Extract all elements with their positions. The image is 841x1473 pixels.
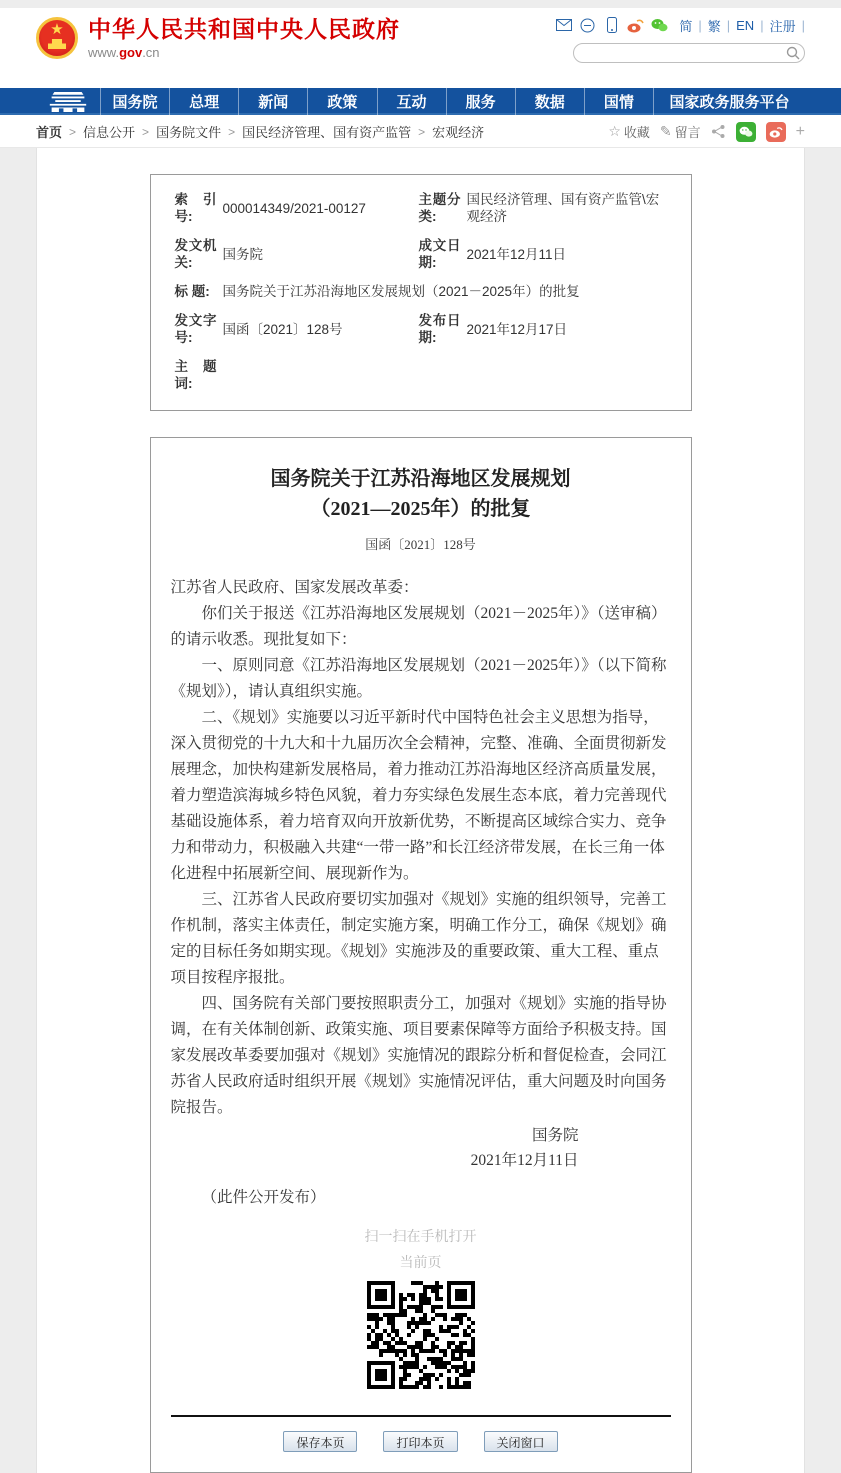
nav-item-state-profile[interactable]: 国情 (584, 88, 653, 115)
search-bar (555, 43, 805, 63)
print-page-button[interactable]: 打印本页 (383, 1431, 457, 1452)
breadcrumb-separator: > (418, 124, 426, 139)
site-text (88, 16, 400, 60)
nav-item-policies[interactable]: 政策 (307, 88, 376, 115)
meta-label-issuer: 发文机 关: (174, 238, 217, 270)
document-paragraph: 一、原则同意《江苏沿海地区发展规划（2021－2025年）》（以下简称《规划》），请认真组织实施。 (170, 657, 667, 700)
meta-value-category: 国民经济管理、国有资产监管\宏观经济 (466, 192, 660, 224)
main-nav (0, 88, 841, 115)
meta-label-number: 发文字 号: (174, 313, 217, 345)
more-share-button[interactable]: + (795, 122, 805, 140)
page-actions (608, 122, 805, 142)
lang-traditional[interactable]: 繁 (707, 18, 721, 34)
breadcrumb-separator: > (142, 124, 150, 139)
national-emblem-icon (36, 17, 78, 59)
favorite-label: 收藏 (623, 125, 650, 140)
meta-label-keywords: 主 题 词: (174, 359, 217, 391)
breadcrumb (36, 115, 805, 148)
document-paragraph: 四、国务院有关部门要按照职责分工，加强对《规划》实施的指导协调，在有关体制创新、政策实施、项目要素保障等方面给予积极支持。国家发展改革委要加强对《规划》实施情况的跟踪分析和督促检查，会同江苏省人民政府适时组织开展《规划》实施情况评估，重大问题及时向国务院报告。 (170, 995, 667, 1116)
search-input[interactable] (573, 43, 805, 63)
signer: 国务院 (531, 1127, 579, 1144)
document-meta-table (150, 174, 692, 411)
site-url (88, 45, 400, 60)
weibo-icon[interactable] (627, 17, 644, 34)
site-title: 中华人民共和国中央人民政府 (88, 16, 400, 42)
register-link[interactable]: 注册 (769, 18, 796, 34)
comment-icon[interactable] (579, 17, 596, 34)
qr-tip (171, 1223, 671, 1275)
lang-separator: | (698, 17, 702, 33)
meta-label-publish-date: 发布日 期: (418, 313, 461, 345)
footer-divider (171, 1415, 671, 1417)
close-window-button[interactable]: 关闭窗口 (484, 1431, 558, 1452)
breadcrumb-info-disclosure[interactable]: 信息公开 (83, 125, 136, 140)
pencil-icon: ✎ (659, 123, 672, 139)
comment-button[interactable] (660, 122, 701, 141)
share-weibo-icon[interactable] (766, 122, 786, 142)
meta-label-written-date: 成文日 期: (418, 238, 461, 270)
breadcrumb-separator: > (228, 124, 236, 139)
qr-code (367, 1281, 475, 1389)
document-number: 国函〔2021〕128号 (365, 537, 476, 552)
share-wechat-icon[interactable] (736, 122, 756, 142)
share-icon[interactable] (711, 124, 726, 139)
breadcrumb-economy-management[interactable]: 国民经济管理、国有资产监管 (242, 125, 412, 140)
document-text (171, 575, 671, 1121)
breadcrumb-home[interactable]: 首页 (36, 125, 63, 140)
meta-value-number: 国函〔2021〕128号 (222, 321, 343, 337)
breadcrumb-row (0, 115, 841, 148)
document-title-line2: （2021—2025年）的批复 (310, 498, 531, 520)
nav-item-state-council[interactable]: 国务院 (100, 88, 169, 115)
nav-item-news[interactable]: 新闻 (238, 88, 307, 115)
breadcrumb-separator: > (69, 124, 77, 139)
search-icon[interactable] (785, 45, 801, 61)
public-release-note: （此件公开发布） (201, 1189, 326, 1206)
star-icon: ☆ (608, 123, 621, 139)
document-title (171, 464, 671, 524)
wechat-icon[interactable] (651, 17, 668, 34)
emblem-star: ★ (50, 21, 64, 38)
lang-separator: | (760, 17, 764, 33)
qr-tip-line1: 扫一扫在手机打开 (364, 1228, 477, 1244)
comment-label: 留言 (674, 125, 701, 140)
nav-item-data[interactable]: 数据 (515, 88, 584, 115)
header-right (555, 14, 805, 63)
sign-date: 2021年12月11日 (470, 1152, 579, 1169)
url-www: www. (88, 45, 120, 60)
meta-label-index: 索 引 号: (174, 192, 217, 224)
url-cn: .cn (142, 45, 160, 60)
document-body-box (150, 437, 692, 1473)
meta-label-category: 主题分 类: (418, 192, 461, 224)
save-page-button[interactable]: 保存本页 (283, 1431, 357, 1452)
page (0, 8, 841, 1450)
breadcrumb-state-council-docs[interactable]: 国务院文件 (156, 125, 222, 140)
meta-value-index: 000014349/2021-00127 (222, 200, 366, 216)
meta-value-keywords (223, 352, 669, 398)
lang-simplified[interactable]: 简 (679, 18, 693, 34)
lang-links (679, 16, 805, 35)
meta-value-publish-date: 2021年12月17日 (466, 321, 568, 337)
document-title-line1: 国务院关于江苏沿海地区发展规划 (270, 468, 571, 490)
url-gov: gov (119, 45, 143, 60)
main-content (36, 148, 805, 1473)
nav-item-services[interactable]: 服务 (446, 88, 515, 115)
nav-item-interaction[interactable]: 互动 (377, 88, 446, 115)
site-header (0, 8, 841, 88)
mobile-icon[interactable] (603, 17, 620, 34)
document-paragraph: 你们关于报送《江苏沿海地区发展规划（2021－2025年）》（送审稿）的请示收悉。现批复如下： (170, 605, 667, 648)
emblem-gate (48, 39, 66, 49)
site-logo[interactable] (36, 16, 400, 60)
document-paragraph: 二、《规划》实施要以习近平新时代中国特色社会主义思想为指导，深入贯彻党的十九大和十九届历次全会精神，完整、准确、全面贯彻新发展理念，加快构建新发展格局，着力推动江苏沿海地区经济高质量发展，着力塑造滨海城乡特色风貌，着力夯实绿色发展生态本底，着力完善现代基础设施体系，着力培育双向开放新优势，不断提高区域综合实力、竞争力和带动力，积极融入共建“一带一路”和长江经济带发展，在长三角一体化进程中拓展新空间、展现新作为。 (170, 709, 667, 882)
meta-value-written-date: 2021年12月11日 (466, 246, 567, 262)
meta-value-issuer: 国务院 (222, 246, 263, 262)
page-buttons (171, 1431, 671, 1452)
favorite-button[interactable] (608, 122, 650, 141)
lang-separator: | (801, 17, 805, 33)
signature-block (171, 1123, 671, 1173)
mail-icon[interactable] (555, 17, 572, 34)
lang-separator: | (726, 17, 731, 33)
qr-tip-line2: 当前页 (399, 1254, 442, 1270)
nav-item-premier[interactable]: 总理 (169, 88, 238, 115)
breadcrumb-macro-economy: 宏观经济 (432, 125, 485, 140)
lang-english[interactable]: EN (736, 17, 755, 33)
document-salutation: 江苏省人民政府、国家发展改革委： (170, 579, 419, 596)
meta-label-title: 标 题: (174, 284, 210, 299)
document-paragraph: 三、江苏省人民政府要切实加强对《规划》实施的组织领导，完善工作机制，落实主体责任，制定实施方案，明确工作分工，确保《规划》确定的目标任务如期实现。《规划》实施涉及的重要政策、重大工程、重点项目按程序报批。 (170, 891, 667, 986)
nav-home-gate-icon[interactable] (36, 88, 100, 115)
nav-item-gov-service-platform[interactable]: 国家政务服务平台 (653, 88, 805, 115)
meta-value-title: 国务院关于江苏沿海地区发展规划（2021－2025年）的批复 (222, 284, 580, 299)
